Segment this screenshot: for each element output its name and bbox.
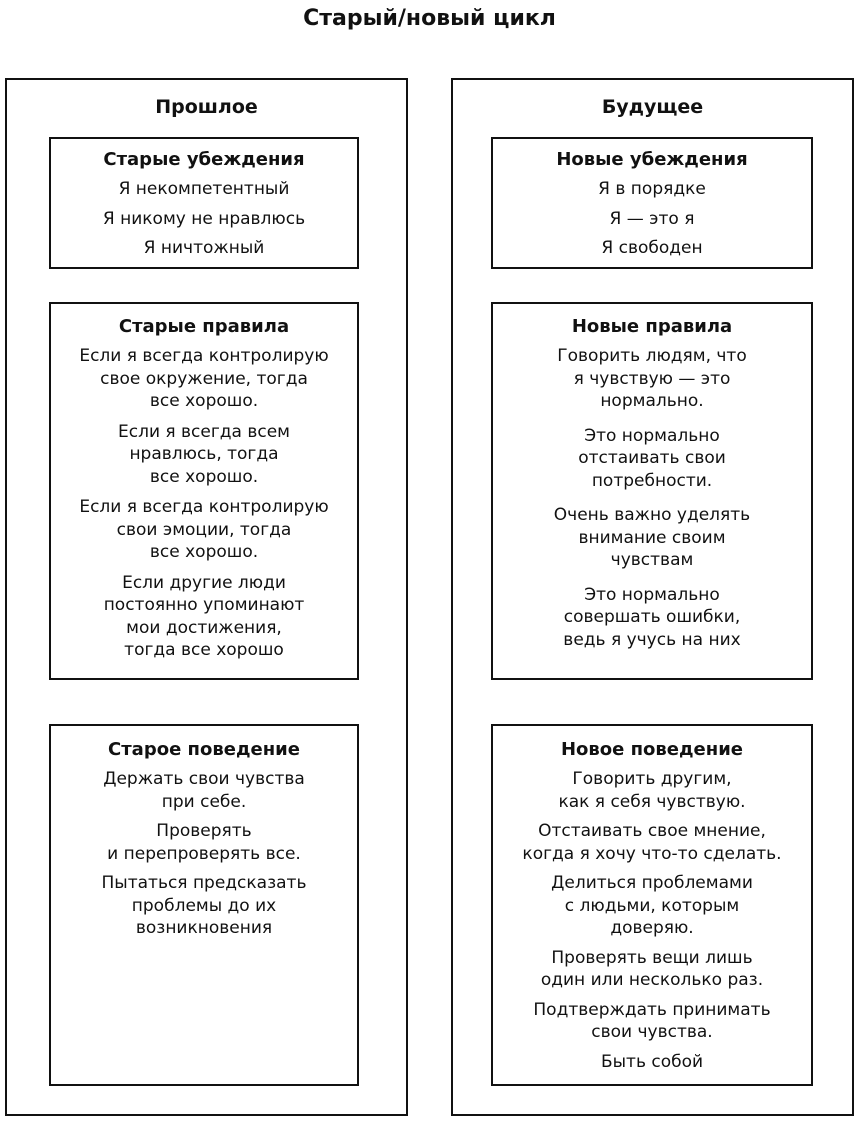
old-behavior-item: Держать свои чувства при себе. <box>103 769 305 812</box>
new-beliefs-box <box>491 137 813 269</box>
old-behavior-item: Пытаться предсказать проблемы до их возникновения <box>101 873 307 938</box>
new-behavior-item: Быть собой <box>600 1051 704 1072</box>
old-behavior-title: Старое поведение <box>108 739 300 760</box>
new-rule-item: Это нормально отстаивать свои потребности. <box>578 425 726 491</box>
new-belief-item: Я свободен <box>601 238 703 258</box>
new-rule-item: Это нормально совершать ошибки, ведь я учусь на них <box>563 584 741 650</box>
old-belief-item: Я никому не нравлюсь <box>102 208 306 229</box>
old-beliefs-box <box>49 137 359 269</box>
new-behavior-item: Делиться проблемами с людьми, которым доверяю. <box>551 873 753 938</box>
new-rule-item: Очень важно уделять внимание своим чувствам <box>553 505 751 570</box>
new-rule-item: Говорить людям, что я чувствую — это нормально. <box>557 346 747 411</box>
new-behavior-box <box>491 724 813 1086</box>
old-rule-item: Если другие люди постоянно упоминают мои достижения, тогда все хорошо <box>103 572 305 660</box>
old-rules-title: Старые правила <box>118 316 290 337</box>
old-rule-item: Если я всегда контролирую свое окружение, тогда все хорошо. <box>79 346 329 411</box>
old-beliefs-title: Старые убеждения <box>103 149 305 170</box>
new-behavior-item: Отстаивать свое мнение, когда я хочу что-то сделать. <box>522 821 782 864</box>
new-rules-box <box>491 302 813 680</box>
new-behavior-title: Новое поведение <box>560 739 744 760</box>
old-behavior-item: Проверять и перепроверять все. <box>107 821 301 864</box>
old-rule-item: Если я всегда всем нравлюсь, тогда все хорошо. <box>117 421 291 487</box>
future-column <box>451 78 854 1116</box>
old-behavior-box <box>49 724 359 1086</box>
diagram-title: Старый/новый цикл <box>303 6 556 31</box>
new-behavior-item: Говорить другим, как я себя чувствую. <box>558 769 746 812</box>
new-behavior-item: Проверять вещи лишь один или несколько раз. <box>540 947 764 990</box>
future-heading: Будущее <box>601 96 704 118</box>
past-column <box>5 78 408 1116</box>
new-beliefs-title: Новые убеждения <box>556 149 748 170</box>
old-belief-item: Я ничтожный <box>143 238 265 258</box>
old-rule-item: Если я всегда контролирую свои эмоции, тогда все хорошо. <box>79 497 329 562</box>
old-belief-item: Я некомпетентный <box>118 179 290 199</box>
new-belief-item: Я — это я <box>609 208 695 229</box>
new-rules-title: Новые правила <box>571 316 733 337</box>
old-rules-box <box>49 302 359 680</box>
new-belief-item: Я в порядке <box>598 179 706 199</box>
past-heading: Прошлое <box>155 96 258 118</box>
new-behavior-item: Подтверждать принимать свои чувства. <box>533 999 771 1042</box>
